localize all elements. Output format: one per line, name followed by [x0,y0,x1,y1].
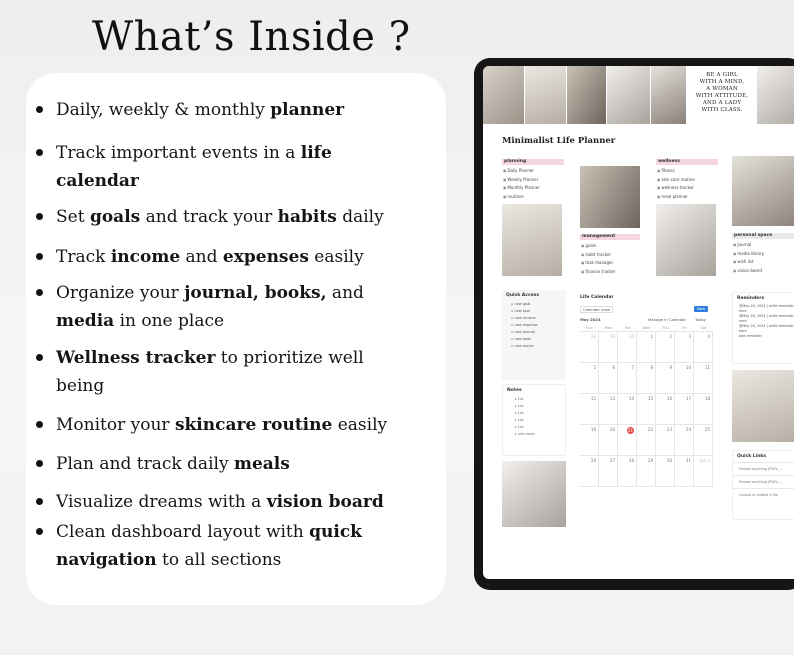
feature-text: and [180,247,223,267]
feature-text: easily [332,415,388,435]
feature-text: Clean dashboard layout with [56,522,310,542]
day-number: 27 [609,458,615,463]
feature-highlight: life [300,143,332,163]
quote-line: AND A LADY [702,100,742,106]
management-photo [580,166,640,228]
feature-highlight: income [110,247,181,267]
wellness-header[interactable]: wellness [656,159,718,165]
feature-line [56,243,412,271]
calendar-day[interactable] [618,332,637,363]
calendar-day[interactable] [618,394,637,425]
feature-line [56,167,412,195]
calendar-day[interactable] [637,425,656,456]
reminder-item[interactable]: @May 26, 2024 | write reminder here [739,314,794,323]
feature-text: being [56,376,105,396]
feature-highlight: media [56,311,115,331]
day-number: 15 [647,396,653,401]
bullet-icon [36,213,43,220]
wellness-item[interactable]: ▣ skin care routine [657,176,695,185]
calendar-title: Life Calendar [580,295,614,300]
calendar-weekdays [580,324,713,332]
day-number: 4 [707,334,710,339]
feature-text: Track [56,247,111,267]
quick-access-item[interactable]: ▫ new income [502,315,566,322]
calendar-day[interactable] [637,394,656,425]
day-number: 13 [609,396,615,401]
notes-panel [502,384,566,456]
weekday-label: Sun [580,324,599,332]
feature-item [32,488,412,516]
quick-access-item[interactable]: ▫ new expense [502,322,566,329]
personal-item[interactable]: ▣ media library [733,250,764,259]
day-number: 20 [609,427,615,432]
personal-list [733,241,764,275]
feature-item [32,411,412,439]
feature-line [56,488,412,516]
feature-text: and track your [140,207,278,227]
new-button[interactable]: New [694,306,708,312]
management-list [581,242,616,276]
banner-photo [483,66,525,124]
day-number: 18 [704,396,710,401]
planning-item[interactable]: ▣ routines [503,193,540,202]
quote-line: WITH ATTITUDE, [695,93,749,99]
manage-calendar-link[interactable]: Manage in Calendar [648,317,687,322]
calendar-view-tab[interactable]: Calendar view [580,306,613,313]
calendar-day[interactable] [599,425,618,456]
banner-photo [651,66,687,124]
day-number: 19 [590,427,596,432]
day-number: 5 [593,365,596,370]
feature-highlight: journal, books, [184,283,327,303]
weekday-label: Fri [675,324,694,332]
management-item[interactable]: ▣ habit tracker [581,251,616,260]
feature-text: in one place [114,311,225,331]
feature-text: Plan and track daily [56,454,234,474]
planner-title: Minimalist Life Planner [502,136,616,146]
day-number: 23 [666,427,672,432]
day-number: 8 [650,365,653,370]
day-number: 21 [627,428,634,433]
feature-line [56,139,412,167]
calendar-day[interactable] [694,363,713,394]
quote-line: A WOMAN [706,86,738,92]
feature-line [56,546,412,574]
note-item[interactable]: ▸ List [503,396,565,403]
day-number: 24 [685,427,691,432]
feature-highlight: vision board [266,492,384,512]
wellness-item[interactable]: ▣ wellness tracker [657,184,695,193]
quick-links-title: Quick Links [737,454,767,459]
reminders-panel [732,292,794,364]
feature-text: Track important events in a [56,143,301,163]
day-number: 14 [628,396,634,401]
quick-access-title: Quick Access [506,293,540,298]
day-number: 12 [590,396,596,401]
calendar-day[interactable] [637,363,656,394]
feature-highlight: meals [233,454,290,474]
calendar-day[interactable] [637,332,656,363]
banner-photo [525,66,567,124]
day-number: 28 [628,458,634,463]
feature-line [56,411,412,439]
day-number: 26 [590,458,596,463]
weekday-label: Wed [637,324,656,332]
feature-item [32,344,412,400]
calendar-day[interactable] [618,425,637,456]
management-item[interactable]: ▣ task manager [581,259,616,268]
calendar-day[interactable] [694,332,713,363]
feature-line [56,344,412,372]
banner-photo [757,66,794,124]
calendar-day[interactable] [580,456,599,487]
quick-link-item[interactable]: Upload or embed a file [733,488,794,501]
calendar-days [580,332,713,487]
quick-access-item[interactable]: ▫ new goal [502,301,566,308]
banner-quote [687,66,757,124]
feature-item [32,139,412,195]
planning-item[interactable]: ▣ Daily Planner [503,167,540,176]
day-number: 30 [666,458,672,463]
note-item[interactable]: ▸ List [503,403,565,410]
management-item[interactable]: ▣ goals [581,242,616,251]
feature-line [56,279,412,307]
personal-item[interactable]: ▣ journal [733,241,764,250]
calendar-day[interactable] [694,425,713,456]
add-reminder-button[interactable]: add reminder [739,334,762,338]
feature-line [56,372,412,400]
banner-photo [607,66,651,124]
feature-item [32,518,412,574]
day-number: 3 [688,334,691,339]
feature-highlight: calendar [56,171,139,191]
bullet-icon [36,460,43,467]
day-number: 17 [685,396,691,401]
calendar-day[interactable] [675,425,694,456]
day-number: 25 [704,427,710,432]
calendar-day[interactable] [599,456,618,487]
planning-photo [502,204,562,276]
feature-text: to prioritize well [215,348,364,368]
personal-photo [732,156,794,226]
day-number: 2 [669,334,672,339]
calendar-day[interactable] [580,363,599,394]
planner-screen [483,66,794,579]
bullet-icon [36,106,43,113]
bullet-icon [36,149,43,156]
day-number: 6 [612,365,615,370]
management-header[interactable]: management [580,234,640,240]
calendar-day[interactable] [580,332,599,363]
day-number: 11 [704,365,710,370]
feature-text: Set [56,207,90,227]
bullet-icon [36,253,43,260]
planning-list [503,167,540,201]
bullet-icon [36,528,43,535]
management-item[interactable]: ▣ finance tracker [581,268,616,277]
calendar-month: May 2024 [580,317,601,322]
calendar-day[interactable] [694,394,713,425]
bullet-icon [36,289,43,296]
feature-highlight: quick [309,522,362,542]
feature-line [56,518,412,546]
calendar-day[interactable] [599,363,618,394]
reminder-item[interactable]: @May 26, 2024 | write reminder here [739,304,794,313]
feature-line [56,203,412,231]
weekday-label: Sat [694,324,713,332]
quote-line: WITH A MIND, [699,79,745,85]
planning-header[interactable]: planning [502,159,564,165]
feature-item [32,96,412,124]
personal-header[interactable]: personal space [732,233,794,239]
reminder-item[interactable]: @May 26, 2024 | write reminder here [739,324,794,333]
calendar-day[interactable] [675,394,694,425]
feature-line [56,96,412,124]
feature-text: to all sections [156,550,282,570]
calendar-day[interactable] [580,425,599,456]
calendar [580,292,715,322]
personal-item[interactable]: ▣ wish list [733,258,764,267]
quick-access-panel [502,290,566,380]
quick-access-item[interactable]: ▫ new book [502,336,566,343]
feature-highlight: expenses [222,247,309,267]
calendar-day[interactable] [675,332,694,363]
day-number: 10 [685,365,691,370]
wellness-item[interactable]: ▣ meal planner [657,193,695,202]
feature-text: Monitor your [56,415,175,435]
feature-item [32,279,412,335]
quote-line: WITH CLASS. [701,107,743,113]
weekday-label: Tue [618,324,637,332]
feature-highlight: goals [89,207,141,227]
today-button[interactable]: Today [695,317,706,322]
quick-link-item[interactable]: Embed anything (PDFs, ... [733,462,794,475]
feature-highlight: habits [277,207,337,227]
quick-access-item[interactable]: ▫ new journal [502,329,566,336]
weekday-label: Mon [599,324,618,332]
wellness-item[interactable]: ▣ fitness [657,167,695,176]
day-number: 7 [631,365,634,370]
note-item[interactable]: ▸ List [503,410,565,417]
notes-photo [502,461,566,527]
calendar-day[interactable] [675,363,694,394]
calendar-day[interactable] [637,456,656,487]
feature-line [56,307,412,335]
bullet-icon [36,354,43,361]
day-number: Jun 1 [699,458,710,463]
feature-highlight: skincare routine [174,415,333,435]
planning-item[interactable]: ▣ Monthly Planner [503,184,540,193]
feature-text: daily [336,207,384,227]
day-number: 29 [609,334,615,339]
feature-text: Visualize dreams with a [56,492,267,512]
note-item[interactable]: ▸ List [503,417,565,424]
day-number: 28 [590,334,596,339]
calendar-day[interactable] [656,332,675,363]
tablet-frame [474,58,794,590]
calendar-day[interactable] [580,394,599,425]
day-number: 31 [685,458,691,463]
feature-item [32,203,412,231]
calendar-day[interactable] [675,456,694,487]
day-number: 9 [669,365,672,370]
calendar-day[interactable] [618,363,637,394]
feature-text: Organize your [56,283,185,303]
bullet-icon [36,421,43,428]
wellness-photo [656,204,716,276]
feature-highlight: planner [270,100,345,120]
calendar-day[interactable] [694,456,713,487]
calendar-day[interactable] [656,394,675,425]
calendar-day[interactable] [599,394,618,425]
feature-highlight: navigation [56,550,157,570]
feature-item [32,243,412,271]
banner [483,66,794,124]
day-number: 22 [647,427,653,432]
feature-highlight: Wellness tracker [56,348,216,368]
banner-photo [567,66,607,124]
note-item[interactable]: ▸ List [503,424,565,431]
calendar-day[interactable] [656,456,675,487]
planning-item[interactable]: ▣ Weekly Planner [503,176,540,185]
day-number: 1 [650,334,653,339]
quick-access-item[interactable]: ▫ new task [502,308,566,315]
feature-line [56,450,412,478]
calendar-day[interactable] [656,425,675,456]
feature-text: easily [308,247,364,267]
page-heading: What’s Inside ? [92,14,411,60]
feature-text: and [326,283,364,303]
quick-access-item[interactable]: ▫ new movie [502,343,566,350]
reminders-title: Reminders [737,296,765,301]
day-number: 29 [647,458,653,463]
personal-item[interactable]: ▣ vision board [733,267,764,276]
bullet-icon [36,498,43,505]
calendar-day[interactable] [656,363,675,394]
add-notes-button[interactable]: ▸ add notes [503,431,565,438]
reminders-photo [732,370,794,442]
feature-item [32,450,412,478]
wellness-list [657,167,695,201]
calendar-day[interactable] [618,456,637,487]
day-number: 30 [628,334,634,339]
quote-line: BE A GIRL [706,72,738,78]
feature-text: Daily, weekly & monthly [56,100,271,120]
weekday-label: Thu [656,324,675,332]
calendar-day[interactable] [599,332,618,363]
quick-links-panel [732,450,794,520]
quick-link-item[interactable]: Embed anything (PDFs, ... [733,475,794,488]
notes-title: Notes [507,388,522,393]
day-number: 16 [666,396,672,401]
